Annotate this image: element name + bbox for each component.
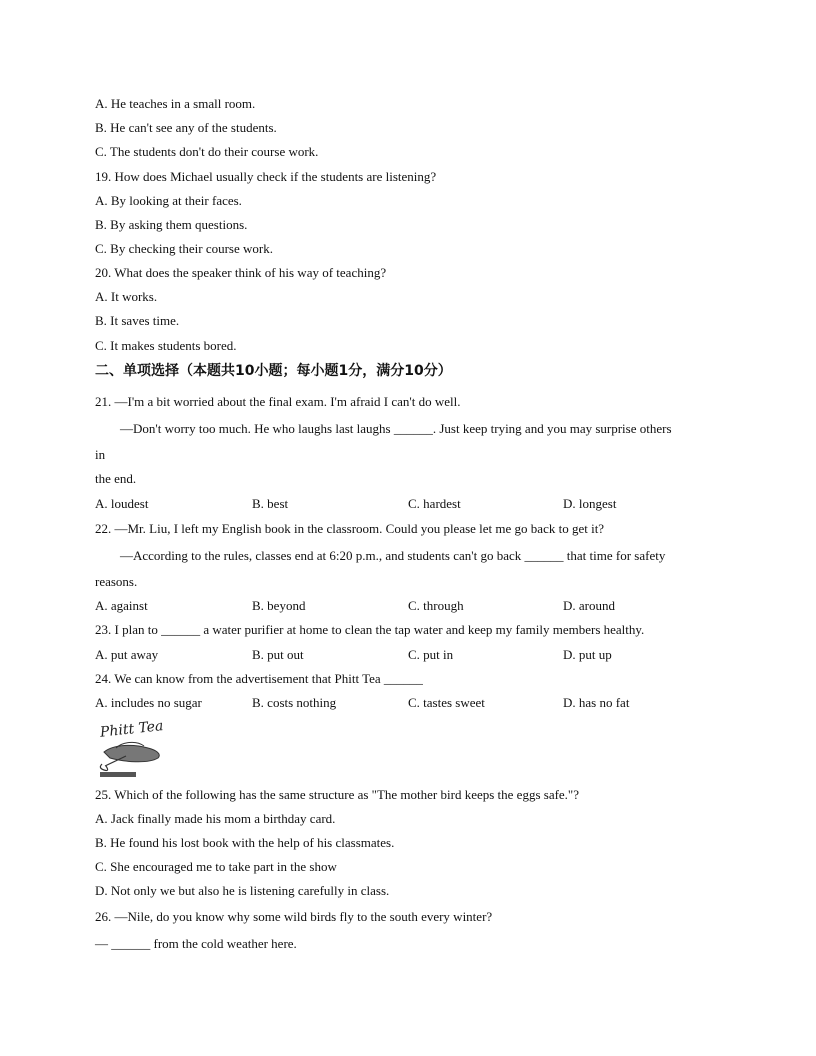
question-25-option-a: A. Jack finally made his mom a birthday card. bbox=[95, 811, 336, 826]
question-25-option-d: D. Not only we but also he is listening carefully in class. bbox=[95, 883, 390, 898]
question-24-option-b: B. costs nothing bbox=[252, 695, 337, 710]
question-20: 20. What does the speaker think of his way of teaching? bbox=[95, 265, 387, 280]
question-21-line-3: in bbox=[95, 447, 106, 462]
question-21-line-1: 21. —I'm a bit worried about the final exam. I'm afraid I can't do well. bbox=[95, 394, 461, 409]
question-22-option-b: B. beyond bbox=[252, 598, 306, 613]
question-23-option-a: A. put away bbox=[95, 647, 159, 662]
line-prev-option-a: A. He teaches in a small room. bbox=[95, 96, 256, 111]
question-22-option-d: D. around bbox=[563, 598, 615, 613]
question-22-line-1: 22. —Mr. Liu, I left my English book in the classroom. Could you please let me go back to get it? bbox=[95, 521, 605, 536]
question-21-line-4: the end. bbox=[95, 471, 137, 486]
question-19-option-a: A. By looking at their faces. bbox=[95, 193, 242, 208]
question-21-option-c: C. hardest bbox=[408, 496, 461, 511]
section-heading: 二、单项选择（本题共10小题；每小题1分，满分10分） bbox=[95, 363, 452, 379]
question-23-option-d: D. put up bbox=[563, 647, 612, 662]
question-23: 23. I plan to ______ a water purifier at home to clean the tap water and keep my family members healthy. bbox=[95, 622, 645, 637]
line-prev-option-c: C. The students don't do their course work. bbox=[95, 144, 319, 159]
question-23-option-c: C. put in bbox=[408, 647, 454, 662]
question-25: 25. Which of the following has the same structure as "The mother bird keeps the eggs safe."? bbox=[95, 787, 580, 802]
question-19-option-b: B. By asking them questions. bbox=[95, 217, 248, 232]
question-20-option-a: A. It works. bbox=[95, 289, 158, 304]
question-21-option-a: A. loudest bbox=[95, 496, 149, 511]
question-26-line-2: — ______ from the cold weather here. bbox=[95, 936, 297, 951]
question-22-line-3: reasons. bbox=[95, 574, 138, 589]
question-21-line-2: —Don't worry too much. He who laughs last laughs ______. Just keep trying and you may surprise others bbox=[120, 421, 672, 436]
question-19-option-c: C. By checking their course work. bbox=[95, 241, 273, 256]
question-24-option-a: A. includes no sugar bbox=[95, 695, 202, 710]
phitt-tea-logo bbox=[96, 718, 168, 780]
question-21-option-d: D. longest bbox=[563, 496, 617, 511]
line-prev-option-b: B. He can't see any of the students. bbox=[95, 120, 277, 135]
question-24: 24. We can know from the advertisement that Phitt Tea ______ bbox=[95, 671, 423, 686]
question-20-option-b: B. It saves time. bbox=[95, 313, 180, 328]
question-21-option-b: B. best bbox=[252, 496, 289, 511]
question-19: 19. How does Michael usually check if the students are listening? bbox=[95, 169, 437, 184]
question-22-option-a: A. against bbox=[95, 598, 148, 613]
logo-text: Phitt Tea bbox=[99, 718, 165, 741]
question-23-option-b: B. put out bbox=[252, 647, 304, 662]
question-25-option-b: B. He found his lost book with the help of his classmates. bbox=[95, 835, 395, 850]
question-20-option-c: C. It makes students bored. bbox=[95, 338, 237, 353]
question-22-line-2: —According to the rules, classes end at 6:20 p.m., and students can't go back ______ that time for safety bbox=[120, 548, 666, 563]
question-25-option-c: C. She encouraged me to take part in the show bbox=[95, 859, 337, 874]
question-22-option-c: C. through bbox=[408, 598, 464, 613]
question-24-option-c: C. tastes sweet bbox=[408, 695, 485, 710]
question-26-line-1: 26. —Nile, do you know why some wild birds fly to the south every winter? bbox=[95, 909, 493, 924]
question-24-option-d: D. has no fat bbox=[563, 695, 630, 710]
